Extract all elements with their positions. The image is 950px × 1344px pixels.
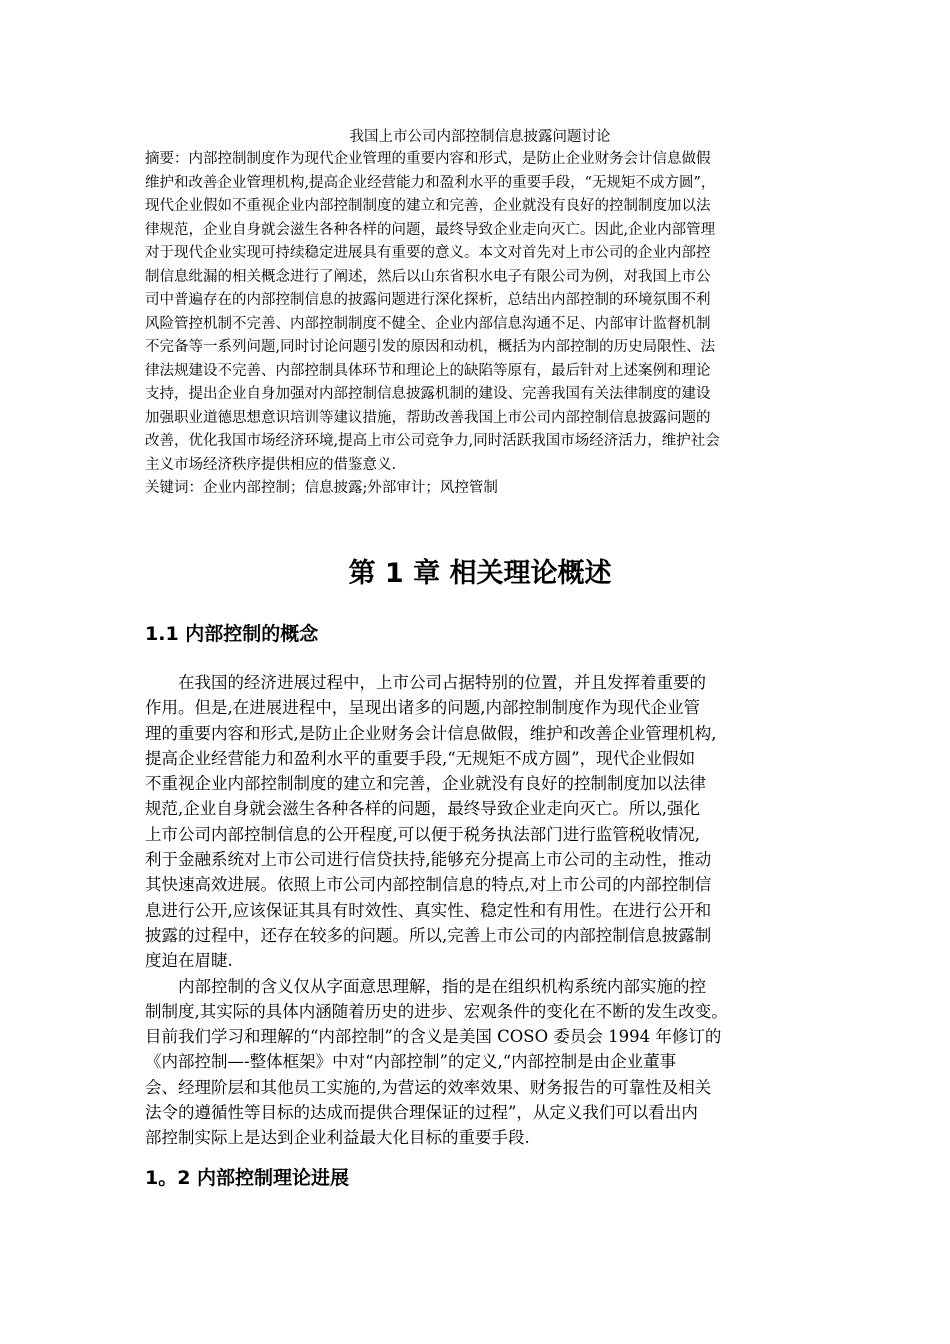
keywords: 关键词：企业内部控制；信息披露;外部审计；风控管制 bbox=[145, 480, 498, 496]
abstract bbox=[145, 148, 815, 477]
section-1-1-body bbox=[145, 670, 815, 1151]
abstract-line: 风险管控机制不完善、内部控制制度不健全、企业内部信息沟通不足、内部审计监督机制 bbox=[145, 315, 711, 332]
body-line: 利于金融系统对上市公司进行信贷扶持,能够充分提高上市公司的主动性，推动 bbox=[145, 850, 712, 870]
document-page bbox=[145, 126, 815, 1189]
body-line: 《内部控制—-整体框架》中对“内部控制”的定义,“内部控制是由企业董事 bbox=[145, 1052, 677, 1072]
section-title-1-1: 1.1 内部控制的概念 bbox=[145, 623, 319, 645]
body-line: 上市公司内部控制信息的公开程度,可以便于税务执法部门进行监管税收情况, bbox=[145, 824, 700, 844]
body-line: 规范,企业自身就会滋生各种各样的问题，最终导致企业走向灭亡。所以,强化 bbox=[145, 799, 700, 819]
body-line: 会、经理阶层和其他员工实施的,为营运的效率效果、财务报告的可靠性及相关 bbox=[145, 1077, 712, 1097]
body-line: 内部控制的含义仅从字面意思理解，指的是在组织机构系统内部实施的控 bbox=[145, 976, 706, 996]
abstract-line: 律规范，企业自身就会滋生各种各样的问题，最终导致企业走向灭亡。因此,企业内部管理 bbox=[145, 221, 716, 238]
body-line: 不重视企业内部控制制度的建立和完善，企业就没有良好的控制制度加以法律 bbox=[145, 774, 706, 794]
body-line: 度迫在眉睫. bbox=[145, 951, 233, 971]
abstract-line: 加强职业道德思想意识培训等建议措施，帮助改善我国上市公司内部控制信息披露问题的 bbox=[145, 409, 711, 426]
body-line: 其快速高效进展。依照上市公司内部控制信息的特点,对上市公司的内部控制信 bbox=[145, 875, 712, 895]
body-line: 目前我们学习和理解的“内部控制”的含义是美国 COSO 委员会 1994 年修订的 bbox=[145, 1027, 722, 1047]
body-line: 提高企业经营能力和盈利水平的重要手段,“无规矩不成方圆”，现代企业假如 bbox=[145, 748, 696, 768]
abstract-line: 维护和改善企业管理机构,提高企业经营能力和盈利水平的重要手段，“无规矩不成方圆”， bbox=[145, 174, 716, 191]
body-line: 息进行公开,应该保证其具有时效性、真实性、稳定性和有用性。在进行公开和 bbox=[145, 900, 712, 920]
body-line: 法令的遵循性等目标的达成而提供合理保证的过程”，从定义我们可以看出内 bbox=[145, 1103, 698, 1123]
body-line: 制制度,其实际的具体内涵随着历史的进步、宏观条件的变化在不断的发生改变。 bbox=[145, 1001, 728, 1021]
body-line: 披露的过程中，还存在较多的问题。所以,完善上市公司的内部控制信息披露制 bbox=[145, 925, 712, 945]
abstract-line: 主义市场经济秩序提供相应的借鉴意义. bbox=[145, 456, 397, 473]
abstract-line: 制信息纰漏的相关概念进行了阐述，然后以山东省积水电子有限公司为例，对我国上市公 bbox=[145, 268, 711, 285]
body-line: 理的重要内容和形式,是防止企业财务会计信息做假，维护和改善企业管理机构, bbox=[145, 723, 717, 743]
section-title-1-2: 1。2 内部控制理论进展 bbox=[145, 1167, 350, 1189]
body-line: 作用。但是,在进展进程中，呈现出诸多的问题,内部控制制度作为现代企业管 bbox=[145, 698, 700, 718]
abstract-line: 律法规建设不完善、内部控制具体环节和理论上的缺陷等原有，最后针对上述案例和理论 bbox=[145, 362, 711, 379]
chapter-title: 第 1 章 相关理论概述 bbox=[348, 558, 612, 589]
abstract-line: 司中普遍存在的内部控制信息的披露问题进行深化探析，总结出内部控制的环境氛围不利 bbox=[145, 292, 711, 308]
document-title: 我国上市公司内部控制信息披露问题讨论 bbox=[349, 129, 611, 145]
body-line: 部控制实际上是达到企业利益最大化目标的重要手段. bbox=[145, 1128, 530, 1148]
body-line: 在我国的经济进展过程中，上市公司占据特别的位置，并且发挥着重要的 bbox=[145, 673, 706, 692]
abstract-line: 摘要：内部控制制度作为现代企业管理的重要内容和形式，是防止企业财务会计信息做假 bbox=[145, 151, 711, 167]
abstract-line: 现代企业假如不重视企业内部控制制度的建立和完善，企业就没有良好的控制制度加以法 bbox=[145, 198, 711, 214]
abstract-line: 支持，提出企业自身加强对内部控制信息披露机制的建设、完善我国有关法律制度的建设 bbox=[145, 386, 711, 402]
abstract-line: 改善，优化我国市场经济环境,提高上市公司竞争力,同时活跃我国市场经济活力，维护社会 bbox=[145, 433, 720, 449]
abstract-line: 对于现代企业实现可持续稳定进展具有重要的意义。本文对首先对上市公司的企业内部控 bbox=[145, 245, 711, 261]
abstract-line: 不完备等一系列问题,同时讨论问题引发的原因和动机，概括为内部控制的历史局限性、法 bbox=[145, 339, 716, 355]
